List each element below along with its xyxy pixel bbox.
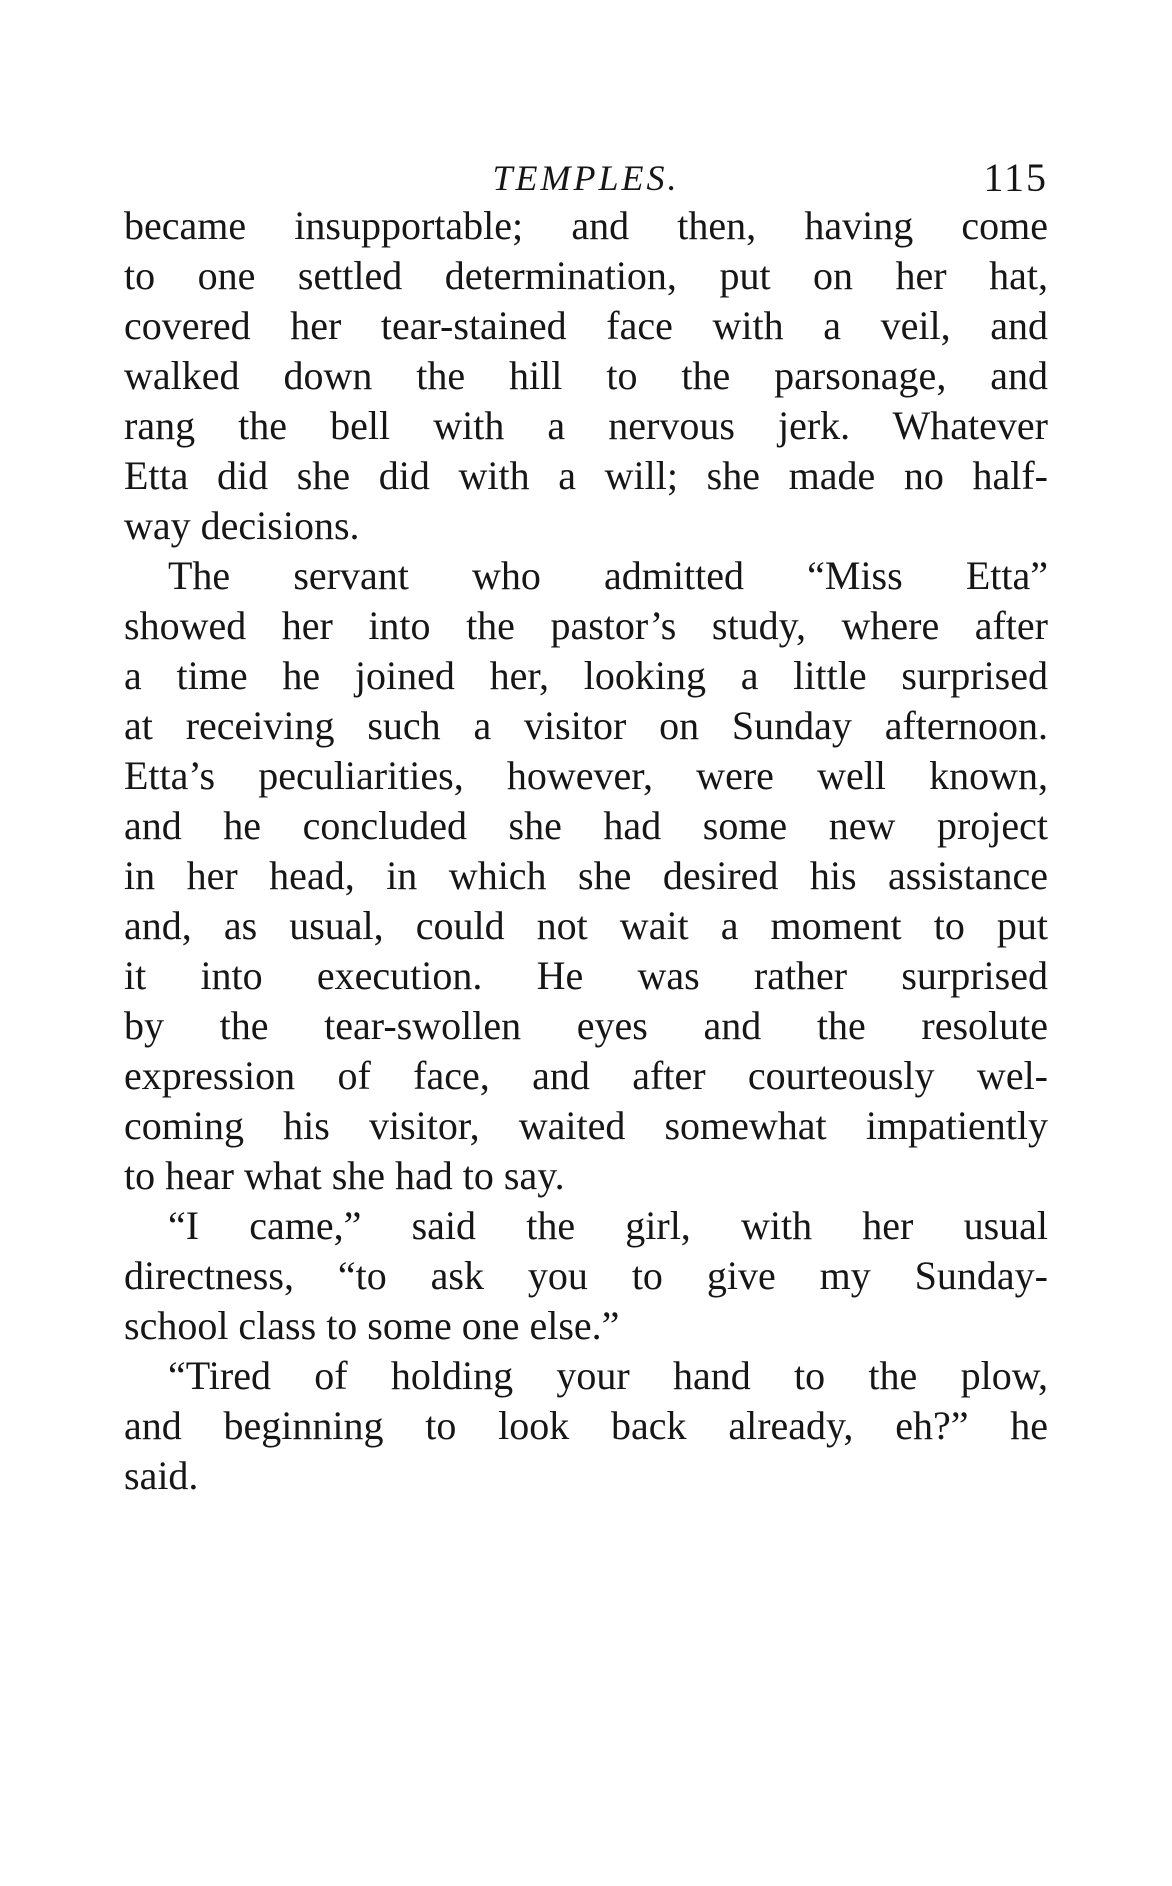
text-line: to hear what she had to say. <box>124 1153 565 1198</box>
text-line: in her head, in which she desired his assistance <box>124 853 1048 898</box>
text-line: expression of face, and after courteously wel- <box>124 1053 1048 1098</box>
text-line: became insupportable; and then, having come <box>124 203 1048 248</box>
text-line: to one settled determination, put on her hat, <box>124 253 1048 298</box>
text-line: a time he joined her, looking a little surprised <box>124 653 1048 698</box>
text-line: walked down the hill to the parsonage, and <box>124 353 1048 398</box>
text-line: and, as usual, could not wait a moment to put <box>124 903 1048 948</box>
text-line: The servant who admitted “Miss Etta” <box>168 553 1048 598</box>
text-line: at receiving such a visitor on Sunday afternoon. <box>124 703 1048 748</box>
text-line: coming his visitor, waited somewhat impatiently <box>124 1103 1048 1148</box>
text-line: covered her tear-stained face with a veil, and <box>124 303 1048 348</box>
text-line: and he concluded she had some new project <box>124 803 1048 848</box>
text-line: Etta did she did with a will; she made no half- <box>124 453 1048 498</box>
text-line: directness, “to ask you to give my Sunday- <box>124 1253 1048 1298</box>
text-line: and beginning to look back already, eh?” he <box>124 1403 1048 1448</box>
page-number: 115 <box>983 155 1048 200</box>
text-line: Etta’s peculiarities, however, were well known, <box>124 753 1048 798</box>
text-line: “I came,” said the girl, with her usual <box>168 1203 1048 1248</box>
text-line: way decisions. <box>124 503 360 548</box>
running-title: TEMPLES. <box>492 158 680 198</box>
text-line: it into execution. He was rather surprised <box>124 953 1048 998</box>
text-line: school class to some one else.” <box>124 1303 620 1348</box>
text-line: by the tear-swollen eyes and the resolute <box>124 1003 1048 1048</box>
text-line: said. <box>124 1453 199 1498</box>
text-line: rang the bell with a nervous jerk. Whatever <box>124 403 1048 448</box>
text-line: “Tired of holding your hand to the plow, <box>168 1353 1048 1398</box>
text-line: showed her into the pastor’s study, where after <box>124 603 1048 648</box>
